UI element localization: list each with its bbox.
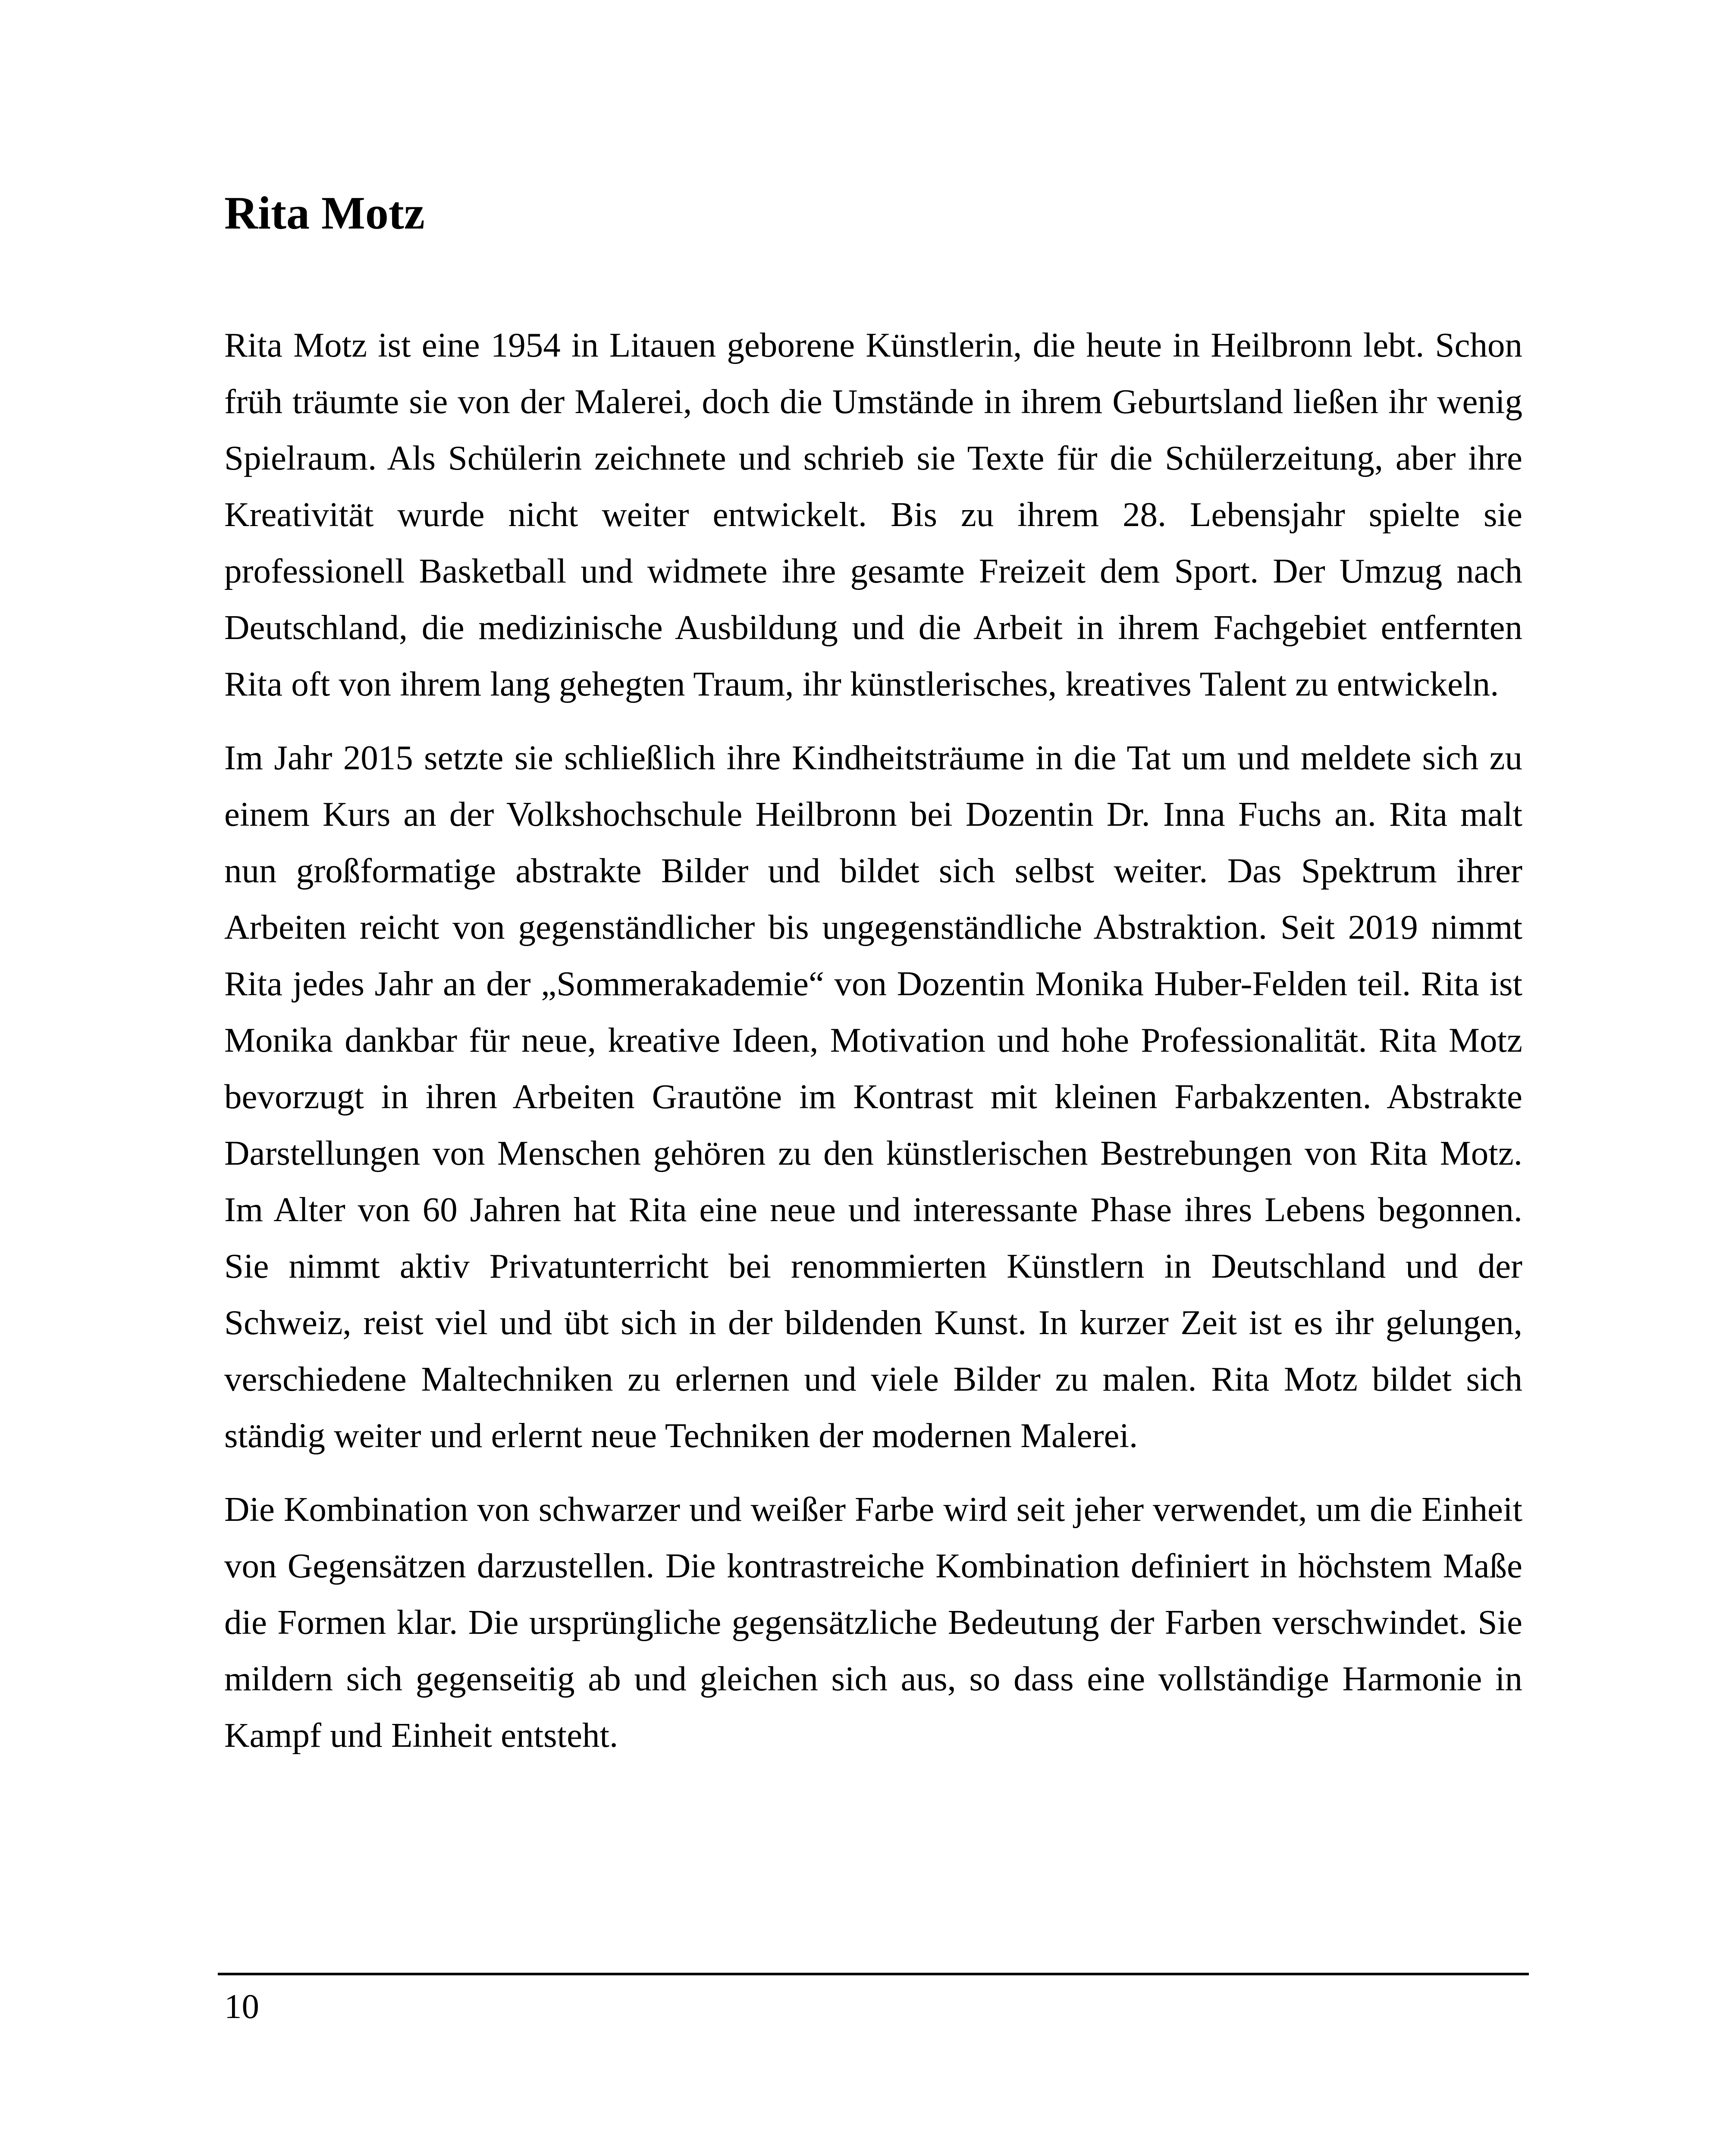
paragraph-artistic-career: Im Jahr 2015 setzte sie schließlich ihre Kindheitsträume in die Tat um und meldete sich zu einem Kurs an der Volkshochschule Heilbronn bei Dozentin Dr. Inna Fuchs an. Rita malt nun großformatige abstrakte Bilder und bildet sich selbst weiter. Das Spektrum ihrer Arbeiten reicht von gegenständlicher bis ungegenständliche Abstraktion. Seit 2019 nimmt Rita jedes Jahr an der „Sommerakademie“ von Dozentin Monika Huber-Felden teil. Rita ist Monika dankbar für neue, kreative Ideen, Motivation und hohe Professionalität. Rita Motz bevorzugt in ihren Arbeiten Grautöne im Kontrast mit kleinen Farbakzenten. Abstrakte Darstellungen von Menschen gehören zu den künstlerischen Bestrebungen von Rita Motz. Im Alter von 60 Jahren hat Rita eine neue und interessante Phase ihres Lebens begonnen. Sie nimmt aktiv Privatunterricht bei renommierten Künstlern in Deutschland und der Schweiz, reist viel und übt sich in der bildenden Kunst. In kurzer Zeit ist es ihr gelungen, verschiedene Maltechniken zu erlernen und viele Bilder zu malen. Rita Motz bildet sich ständig weiter und erlernt neue Techniken der modernen Malerei.	[224, 738, 1522, 1455]
paragraph-black-and-white: Die Kombination von schwarzer und weißer Farbe wird seit jeher verwendet, um die Einheit von Gegensätzen darzustellen. Die kontrastreiche Kombination definiert in höchstem Maße die Formen klar. Die ursprüngliche gegensätzliche Bedeutung der Farben verschwindet. Sie mildern sich gegenseitig ab und gleichen sich aus, so dass eine vollständige Harmonie in Kampf und Einheit entsteht.	[224, 1490, 1522, 1755]
footer-rule	[218, 1973, 1529, 1975]
page-number: 10	[224, 1987, 259, 2026]
body-text	[224, 317, 1522, 1781]
section-heading: Rita Motz	[224, 188, 425, 239]
paragraph-biography-early-life: Rita Motz ist eine 1954 in Litauen geborene Künstlerin, die heute in Heilbronn lebt. Schon früh träumte sie von der Malerei, doch die Umstände in ihrem Geburtsland ließen ihr wenig Spielraum. Als Schülerin zeichnete und schrieb sie Texte für die Schülerzeitung, aber ihre Kreativität wurde nicht weiter entwickelt. Bis zu ihrem 28. Lebensjahr spielte sie professionell Basketball und widmete ihre gesamte Freizeit dem Sport. Der Umzug nach Deutschland, die medizinische Ausbildung und die Arbeit in ihrem Fachgebiet entfernten Rita oft von ihrem lang gehegten Traum, ihr künstlerisches, kreatives Talent zu entwickeln.	[224, 326, 1522, 703]
